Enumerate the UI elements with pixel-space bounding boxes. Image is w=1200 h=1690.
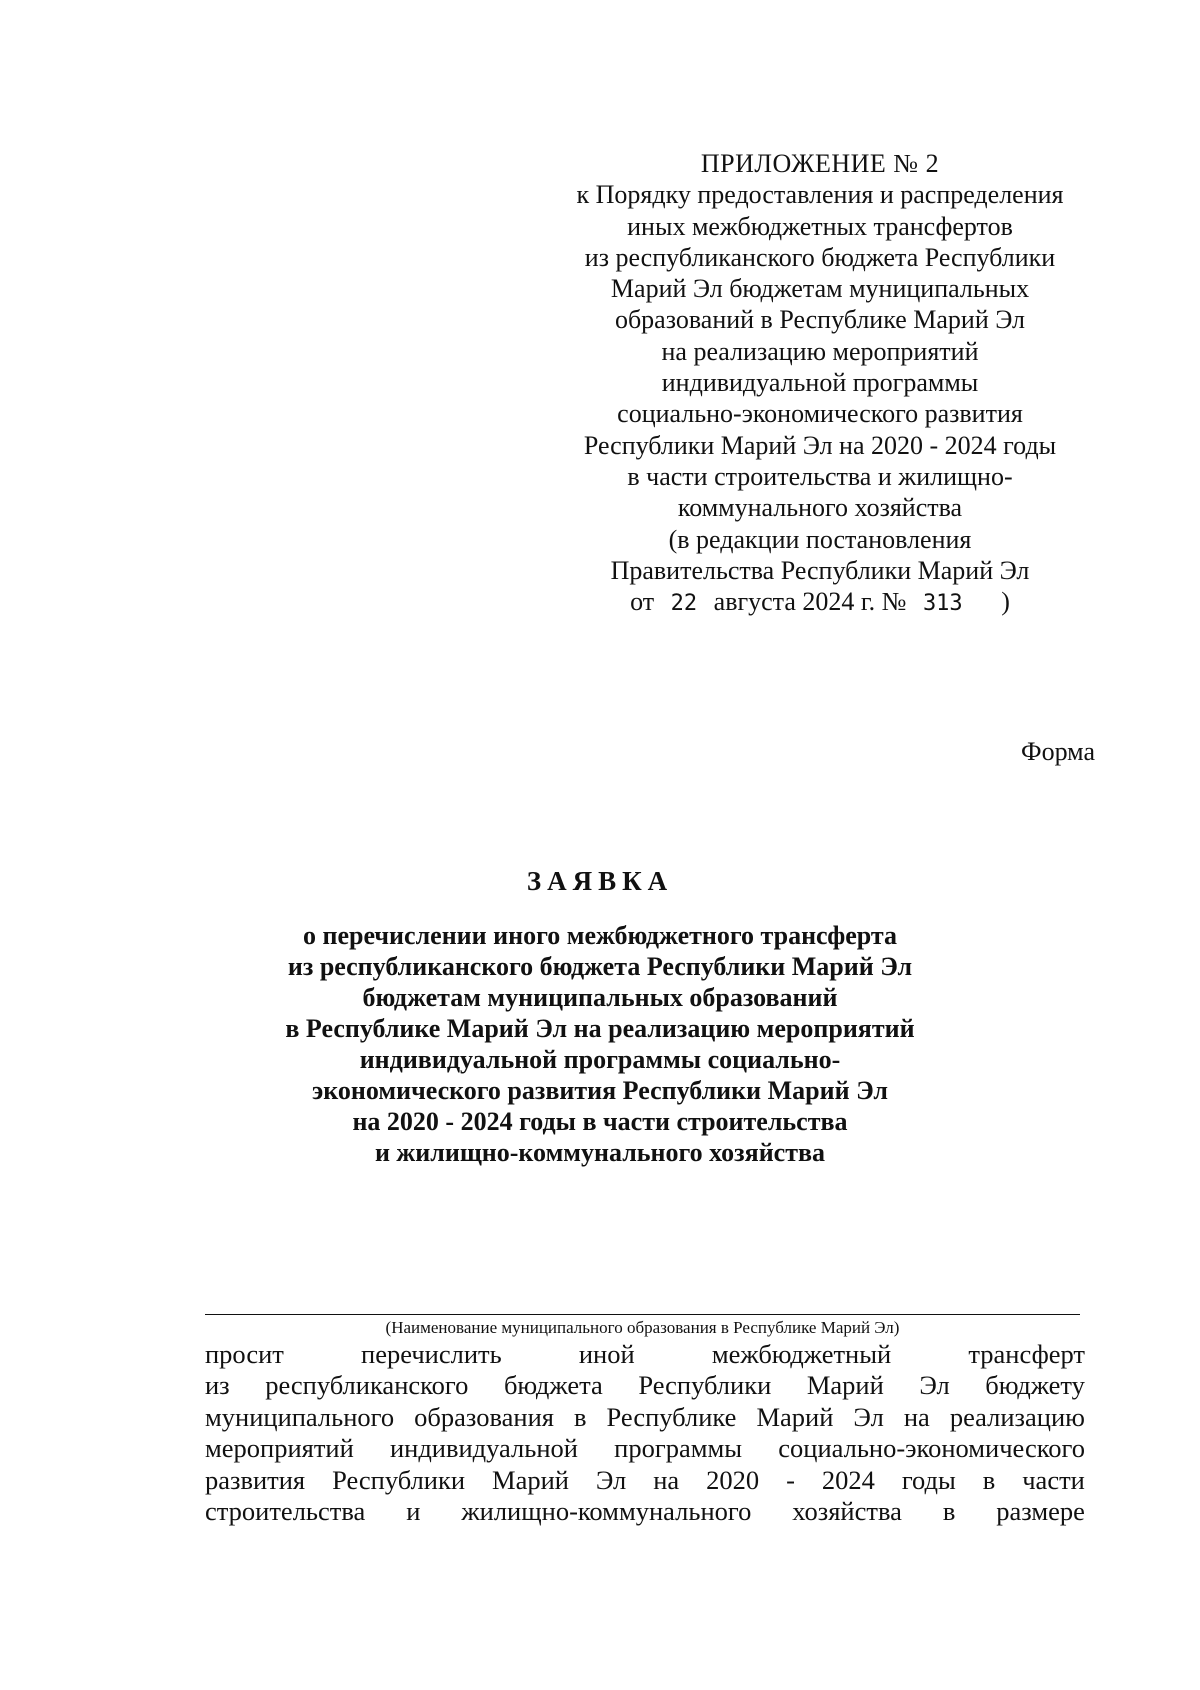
appendix-line: на реализацию мероприятий <box>661 336 979 366</box>
paragraph-word: размере <box>996 1496 1085 1527</box>
subtitle-line: на 2020 - 2024 годы в части строительства <box>352 1107 848 1136</box>
paragraph-word: строительства <box>205 1496 366 1527</box>
paragraph-word: мероприятий <box>205 1433 354 1464</box>
date-prefix: от <box>630 587 655 617</box>
form-label: Форма <box>1021 737 1095 766</box>
document-title: ЗАЯВКА <box>526 866 674 896</box>
paragraph-word: 2020 <box>706 1464 760 1495</box>
municipality-name-line <box>205 1314 1080 1315</box>
paragraph-word: на <box>653 1464 680 1495</box>
appendix-line: Марий Эл бюджетам муниципальных <box>610 274 1030 304</box>
paragraph-line <box>205 1402 1085 1433</box>
paragraph-word: социально-экономического <box>778 1433 1085 1464</box>
document-subtitle <box>250 920 950 1168</box>
subtitle-line: экономического развития Республики Марий Эл <box>312 1076 888 1105</box>
paragraph-word: 2024 <box>821 1464 875 1495</box>
paragraph-word: Эл <box>919 1370 950 1401</box>
paragraph-word: реализацию <box>949 1401 1085 1432</box>
paragraph-word: образования <box>414 1401 554 1432</box>
paragraph-word: муниципального <box>205 1401 395 1432</box>
paragraph-word: хозяйства <box>792 1496 902 1527</box>
paragraph-word: части <box>1022 1464 1085 1495</box>
subtitle-line: бюджетам муниципальных образований <box>362 983 838 1012</box>
paragraph-word: межбюджетный <box>711 1339 892 1369</box>
paragraph-word: на <box>903 1401 930 1432</box>
paragraph-word: в <box>573 1401 587 1432</box>
paragraph-word: бюджету <box>985 1370 1085 1401</box>
date-day: 22 <box>670 591 698 617</box>
appendix-line: индивидуальной программы <box>661 368 979 398</box>
municipality-name-caption: (Наименование муниципального образования в Республике Марий Эл) <box>385 1318 900 1337</box>
paragraph-word: Марий <box>492 1464 569 1495</box>
paragraph-word: в <box>982 1464 996 1495</box>
appendix-line: социально-экономического развития <box>617 399 1023 429</box>
paragraph-line <box>205 1370 1085 1401</box>
paragraph-word: в <box>942 1496 956 1527</box>
subtitle-line: индивидуальной программы социально- <box>359 1045 841 1074</box>
paragraph-word: Эл <box>853 1401 884 1432</box>
appendix-line: Республики Марий Эл на 2020 - 2024 годы <box>583 430 1057 460</box>
appendix-line: иных межбюджетных трансфертов <box>627 211 1013 241</box>
paragraph-word: из <box>205 1370 230 1401</box>
appendix-line: к Порядку предоставления и распределения <box>576 180 1064 210</box>
paragraph-line <box>205 1339 1085 1370</box>
appendix-line: образований в Республике Марий Эл <box>614 305 1026 335</box>
paragraph-word: Марий <box>756 1401 834 1432</box>
paragraph-word: Республике <box>606 1401 737 1432</box>
paragraph-word: бюджета <box>503 1370 603 1401</box>
paragraph-word: развития <box>205 1464 306 1495</box>
date-number: 313 <box>922 591 963 617</box>
paragraph-word: жилищно-коммунального <box>461 1496 752 1527</box>
appendix-line: Правительства Республики Марий Эл <box>610 555 1030 585</box>
paragraph-word: просит <box>205 1339 284 1369</box>
paragraph-line <box>205 1496 1085 1527</box>
subtitle-line: и жилищно-коммунального хозяйства <box>374 1138 826 1167</box>
paragraph-word: и <box>406 1496 421 1527</box>
date-month-year: августа 2024 г. № <box>713 587 907 617</box>
paragraph-word: Эл <box>595 1464 627 1495</box>
date-suffix: ) <box>1001 587 1010 617</box>
paragraph-word: - <box>786 1464 795 1495</box>
subtitle-line: из республиканского бюджета Республики Марий Эл <box>287 952 913 981</box>
paragraph-word: индивидуальной <box>389 1433 578 1464</box>
appendix-line: коммунального хозяйства <box>677 493 963 523</box>
appendix-line: (в редакции постановления <box>668 524 972 554</box>
appendix-line: в части строительства и жилищно- <box>627 461 1013 491</box>
paragraph-word: трансферт <box>968 1339 1085 1369</box>
request-paragraph <box>205 1339 1085 1527</box>
paragraph-word: годы <box>901 1464 956 1495</box>
appendix-line: из республиканского бюджета Республики <box>584 242 1056 272</box>
paragraph-word: перечислить <box>361 1339 502 1369</box>
paragraph-word: Республики <box>332 1464 466 1495</box>
paragraph-line <box>205 1465 1085 1496</box>
paragraph-word: программы <box>614 1433 743 1464</box>
subtitle-line: о перечислении иного межбюджетного трансферта <box>303 921 897 950</box>
appendix-block <box>570 148 1070 619</box>
paragraph-line <box>205 1433 1085 1464</box>
paragraph-word: иной <box>578 1339 635 1369</box>
appendix-date-line <box>570 586 1070 619</box>
paragraph-word: Марий <box>806 1370 884 1401</box>
subtitle-line: в Республике Марий Эл на реализацию мероприятий <box>285 1014 915 1043</box>
paragraph-word: Республики <box>638 1370 772 1401</box>
paragraph-word: республиканского <box>265 1370 469 1401</box>
appendix-title: ПРИЛОЖЕНИЕ № 2 <box>700 149 940 178</box>
